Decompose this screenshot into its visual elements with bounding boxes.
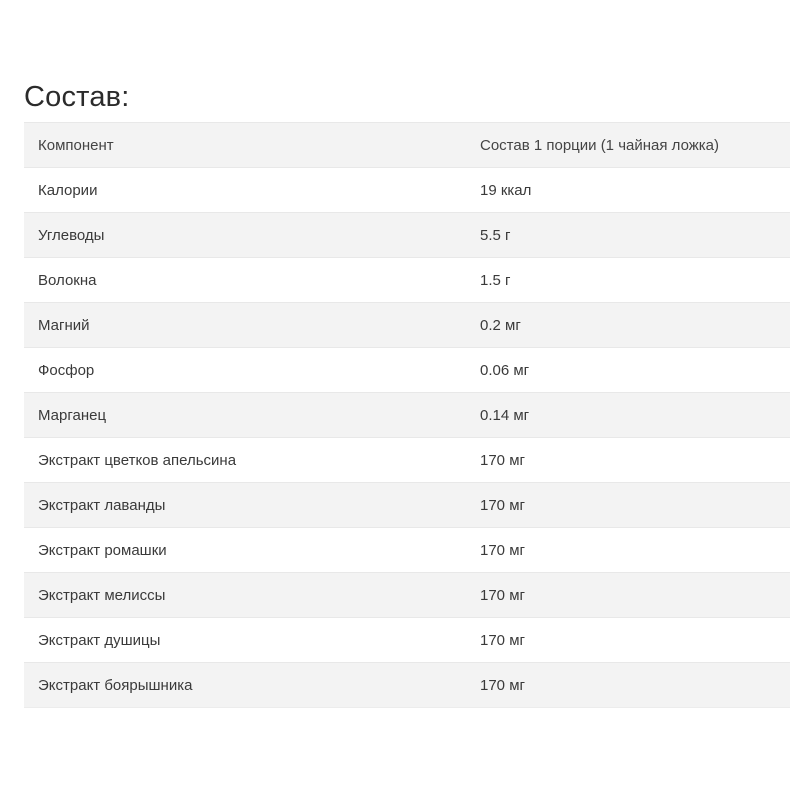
- component-cell: Волокна: [24, 258, 466, 303]
- amount-cell: 0.2 мг: [466, 303, 790, 348]
- amount-cell: 0.06 мг: [466, 348, 790, 393]
- component-cell: Экстракт мелиссы: [24, 573, 466, 618]
- amount-cell: 170 мг: [466, 573, 790, 618]
- component-cell: Углеводы: [24, 213, 466, 258]
- column-header-serving: Состав 1 порции (1 чайная ложка): [466, 123, 790, 168]
- amount-cell: 170 мг: [466, 438, 790, 483]
- table-row: [24, 438, 790, 483]
- component-cell: Экстракт боярышника: [24, 663, 466, 708]
- table-row: [24, 213, 790, 258]
- amount-cell: 170 мг: [466, 528, 790, 573]
- component-cell: Экстракт лаванды: [24, 483, 466, 528]
- composition-table: [24, 122, 790, 708]
- section-title: Состав:: [24, 81, 130, 113]
- table-row: [24, 528, 790, 573]
- column-header-component: Компонент: [24, 123, 466, 168]
- component-cell: Экстракт цветков апельсина: [24, 438, 466, 483]
- component-cell: Магний: [24, 303, 466, 348]
- table-header-row: [24, 123, 790, 168]
- table-row: [24, 393, 790, 438]
- amount-cell: 170 мг: [466, 618, 790, 663]
- table-row: [24, 618, 790, 663]
- component-cell: Экстракт душицы: [24, 618, 466, 663]
- table-row: [24, 663, 790, 708]
- table-row: [24, 348, 790, 393]
- component-cell: Фосфор: [24, 348, 466, 393]
- amount-cell: 1.5 г: [466, 258, 790, 303]
- amount-cell: 5.5 г: [466, 213, 790, 258]
- table-row: [24, 258, 790, 303]
- table-row: [24, 573, 790, 618]
- amount-cell: 19 ккал: [466, 168, 790, 213]
- amount-cell: 170 мг: [466, 663, 790, 708]
- table-row: [24, 483, 790, 528]
- amount-cell: 0.14 мг: [466, 393, 790, 438]
- table-row: [24, 168, 790, 213]
- amount-cell: 170 мг: [466, 483, 790, 528]
- component-cell: Экстракт ромашки: [24, 528, 466, 573]
- table-row: [24, 303, 790, 348]
- component-cell: Калории: [24, 168, 466, 213]
- component-cell: Марганец: [24, 393, 466, 438]
